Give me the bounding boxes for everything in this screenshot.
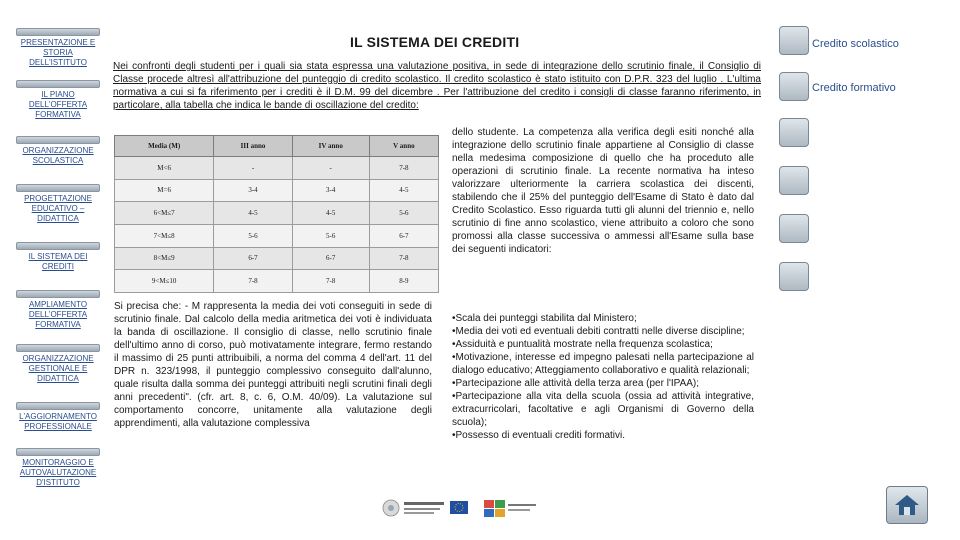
table-header-cell: V anno bbox=[369, 136, 438, 157]
indicator-list bbox=[452, 312, 754, 442]
table-header-row bbox=[115, 136, 439, 157]
home-icon bbox=[894, 493, 920, 517]
table-row bbox=[115, 179, 439, 202]
nav-item-header bbox=[16, 136, 100, 144]
table-cell: M=6 bbox=[115, 179, 214, 202]
credito-scolastico-button[interactable] bbox=[779, 26, 809, 55]
table-cell: 8-9 bbox=[369, 270, 438, 293]
nav-item-header bbox=[16, 448, 100, 456]
nav-label: AMPLIAMENTO DELL'OFFERTA FORMATIVA bbox=[28, 300, 88, 329]
nav-label: PROGETTAZIONE EDUCATIVO – DIDATTICA bbox=[24, 194, 92, 223]
eu-flag-icon bbox=[450, 501, 468, 514]
list-item: •Partecipazione alla vita della scuola (ossia ad attività integrative, extracurricolari, facoltative e agli Organismi di Governo della scuola); bbox=[452, 391, 754, 428]
nav-item-header bbox=[16, 290, 100, 298]
credito-scolastico-link[interactable]: Credito scolastico bbox=[812, 38, 899, 50]
credito-formativo-button[interactable] bbox=[779, 72, 809, 101]
intro-text: Nei confronti degli studenti per i quali sia stata espressa una valutazione positiva, in sede di integrazione dello scrutinio finale, il Consiglio di Classe procede altresì all'attribuzione del punteggio di credito scolastico. Il credito scolastico è stato istituito con D.P.R. 323 del luglio . L'ultima normativa a cui si fa riferimento per i crediti è il D.M. 99 del dicembre . Per l'attribuzione del credito i consigli di classe faranno riferimento, in particolare, alla tabella che indica le bande di oscillazione del credito: bbox=[113, 61, 761, 111]
table-cell: 7<M≤8 bbox=[115, 224, 214, 247]
table-cell: 3-4 bbox=[292, 179, 369, 202]
table-cell: 4-5 bbox=[214, 202, 292, 225]
nav-item-header bbox=[16, 344, 100, 352]
credit-table bbox=[114, 135, 439, 293]
institutional-logos bbox=[380, 496, 542, 522]
nav-label: IL SISTEMA DEI CREDITI bbox=[28, 252, 88, 271]
table-cell: 5-6 bbox=[369, 202, 438, 225]
list-item: •Media dei voti ed eventuali debiti contratti nelle diverse discipline; bbox=[452, 326, 745, 337]
blank-button-3[interactable] bbox=[779, 118, 809, 147]
nav-item-organizzazione-gestionale[interactable] bbox=[14, 344, 102, 384]
table-cell: 7-8 bbox=[214, 270, 292, 293]
list-item: •Assiduità e puntualità mostrate nella frequenza scolastica; bbox=[452, 339, 713, 350]
nav-item-aggiornamento[interactable] bbox=[14, 402, 102, 432]
blank-button-4[interactable] bbox=[779, 166, 809, 195]
table-cell: 5-6 bbox=[214, 224, 292, 247]
ministry-logo-icon bbox=[404, 502, 444, 514]
list-item: •Partecipazione alle attività della terza area (per l'IPAA); bbox=[452, 378, 700, 389]
home-button[interactable] bbox=[886, 486, 928, 524]
table-cell: 6-7 bbox=[214, 247, 292, 270]
list-item: •Scala dei punteggi stabilita dal Ministero; bbox=[452, 313, 637, 324]
table-cell: 9<M≤10 bbox=[115, 270, 214, 293]
table-cell: 5-6 bbox=[292, 224, 369, 247]
table-cell: 6<M≤7 bbox=[115, 202, 214, 225]
table-cell: 7-8 bbox=[369, 247, 438, 270]
credito-formativo-link[interactable]: Credito formativo bbox=[812, 82, 896, 94]
table-cell: 4-5 bbox=[292, 202, 369, 225]
list-item: •Motivazione, interesse ed impegno palesati nella partecipazione al dialogo educativo; Atteggiamento collaborativo e qualità relazionali; bbox=[452, 352, 754, 376]
nav-label: PRESENTAZIONE E STORIA DELL'ISTITUTO bbox=[20, 38, 96, 67]
table-row bbox=[115, 247, 439, 270]
table-cell: 6-7 bbox=[292, 247, 369, 270]
nav-item-progettazione[interactable] bbox=[14, 184, 102, 224]
nav-item-header bbox=[16, 28, 100, 36]
table-header-cell: IV anno bbox=[292, 136, 369, 157]
table-cell: 4-5 bbox=[369, 179, 438, 202]
intro-paragraph bbox=[113, 60, 761, 112]
nav-item-header bbox=[16, 242, 100, 250]
nav-label: ORGANIZZAZIONE GESTIONALE E DIDATTICA bbox=[22, 354, 94, 383]
italy-emblem-icon bbox=[383, 500, 399, 516]
nav-item-header bbox=[16, 184, 100, 192]
table-cell: M<6 bbox=[115, 157, 214, 180]
nav-label: L'AGGIORNAMENTO PROFESSIONALE bbox=[19, 412, 97, 431]
table-row bbox=[115, 202, 439, 225]
nav-item-header bbox=[16, 402, 100, 410]
nav-label: ORGANIZZAZIONE SCOLASTICA bbox=[22, 146, 94, 165]
table-row bbox=[115, 224, 439, 247]
nav-item-organizzazione-scolastica[interactable] bbox=[14, 136, 102, 166]
blank-button-5[interactable] bbox=[779, 214, 809, 243]
nav-label: MONITORAGGIO E AUTOVALUTAZIONE D'ISTITUTO bbox=[19, 458, 97, 487]
list-item: •Possesso di eventuali crediti formativi. bbox=[452, 430, 626, 441]
table-cell: 3-4 bbox=[214, 179, 292, 202]
table-cell: 6-7 bbox=[369, 224, 438, 247]
nav-item-monitoraggio[interactable] bbox=[14, 448, 102, 488]
table-cell: 8<M≤9 bbox=[115, 247, 214, 270]
table-cell: 7-8 bbox=[369, 157, 438, 180]
right-text-column: dello studente. La competenza alla verifica degli esiti nonché alla integrazione dello scrutinio finale appartiene al Consiglio di classe nella medesima composizione di quello che ha proceduto alle operazioni di scrutinio finale. La recente normativa ha inteso valorizzare ulteriormente la carriera scolastica dei discenti, stabilendo che il 25% del punteggio dell'Esame di Stato è dato dal Credito Scolastico. Esso riguarda tutti gli alunni del triennio e, nello scrutinio di fine anno scolastico, viene attribuito a coloro che sono promossi alla classe successiva o ammessi all'Esame sulla base dei seguenti indicatori: bbox=[452, 127, 754, 255]
nav-item-header bbox=[16, 80, 100, 88]
table-row bbox=[115, 270, 439, 293]
nav-item-ampliamento[interactable] bbox=[14, 290, 102, 330]
blank-button-6[interactable] bbox=[779, 262, 809, 291]
nav-item-sistema-crediti[interactable] bbox=[14, 242, 102, 272]
table-row bbox=[115, 157, 439, 180]
nav-item-piano-offerta[interactable] bbox=[14, 80, 102, 120]
nav-label: IL PIANO DELL'OFFERTA FORMATIVA bbox=[28, 90, 88, 119]
table-header-cell: III anno bbox=[214, 136, 292, 157]
pon-logo-icon bbox=[484, 500, 536, 517]
nav-item-presentazione[interactable] bbox=[14, 28, 102, 68]
table-cell: - bbox=[292, 157, 369, 180]
left-text-column: Si precisa che: - M rappresenta la media dei voti conseguiti in sede di scrutinio finale. Dal calcolo della media aritmetica dei voti è individuata la banda di oscillazione. Il consiglio di classe, nello scrutinio finale dell'ultimo anno di corso, può motivatamente integrare, fermo restando il massimo di 25 punti attribuibili, a norma del comma 4 dell'art. 11 del DPR n. 323/1998, il punteggio complessivo conseguito dall'alunno, quale risulta dalla somma dei punteggi attribuiti negli scrutini finali degli anni precedenti". (cfr. art. 8, c. 6, O.M. 40/09). La valutazione sul comportamento concorre, unitamente alla valutazione degli apprendimenti, alla valutazione complessiva bbox=[114, 301, 432, 429]
table-cell: 7-8 bbox=[292, 270, 369, 293]
page-title: IL SISTEMA DEI CREDITI bbox=[350, 34, 520, 50]
table-header-cell: Media (M) bbox=[115, 136, 214, 157]
table-cell: - bbox=[214, 157, 292, 180]
